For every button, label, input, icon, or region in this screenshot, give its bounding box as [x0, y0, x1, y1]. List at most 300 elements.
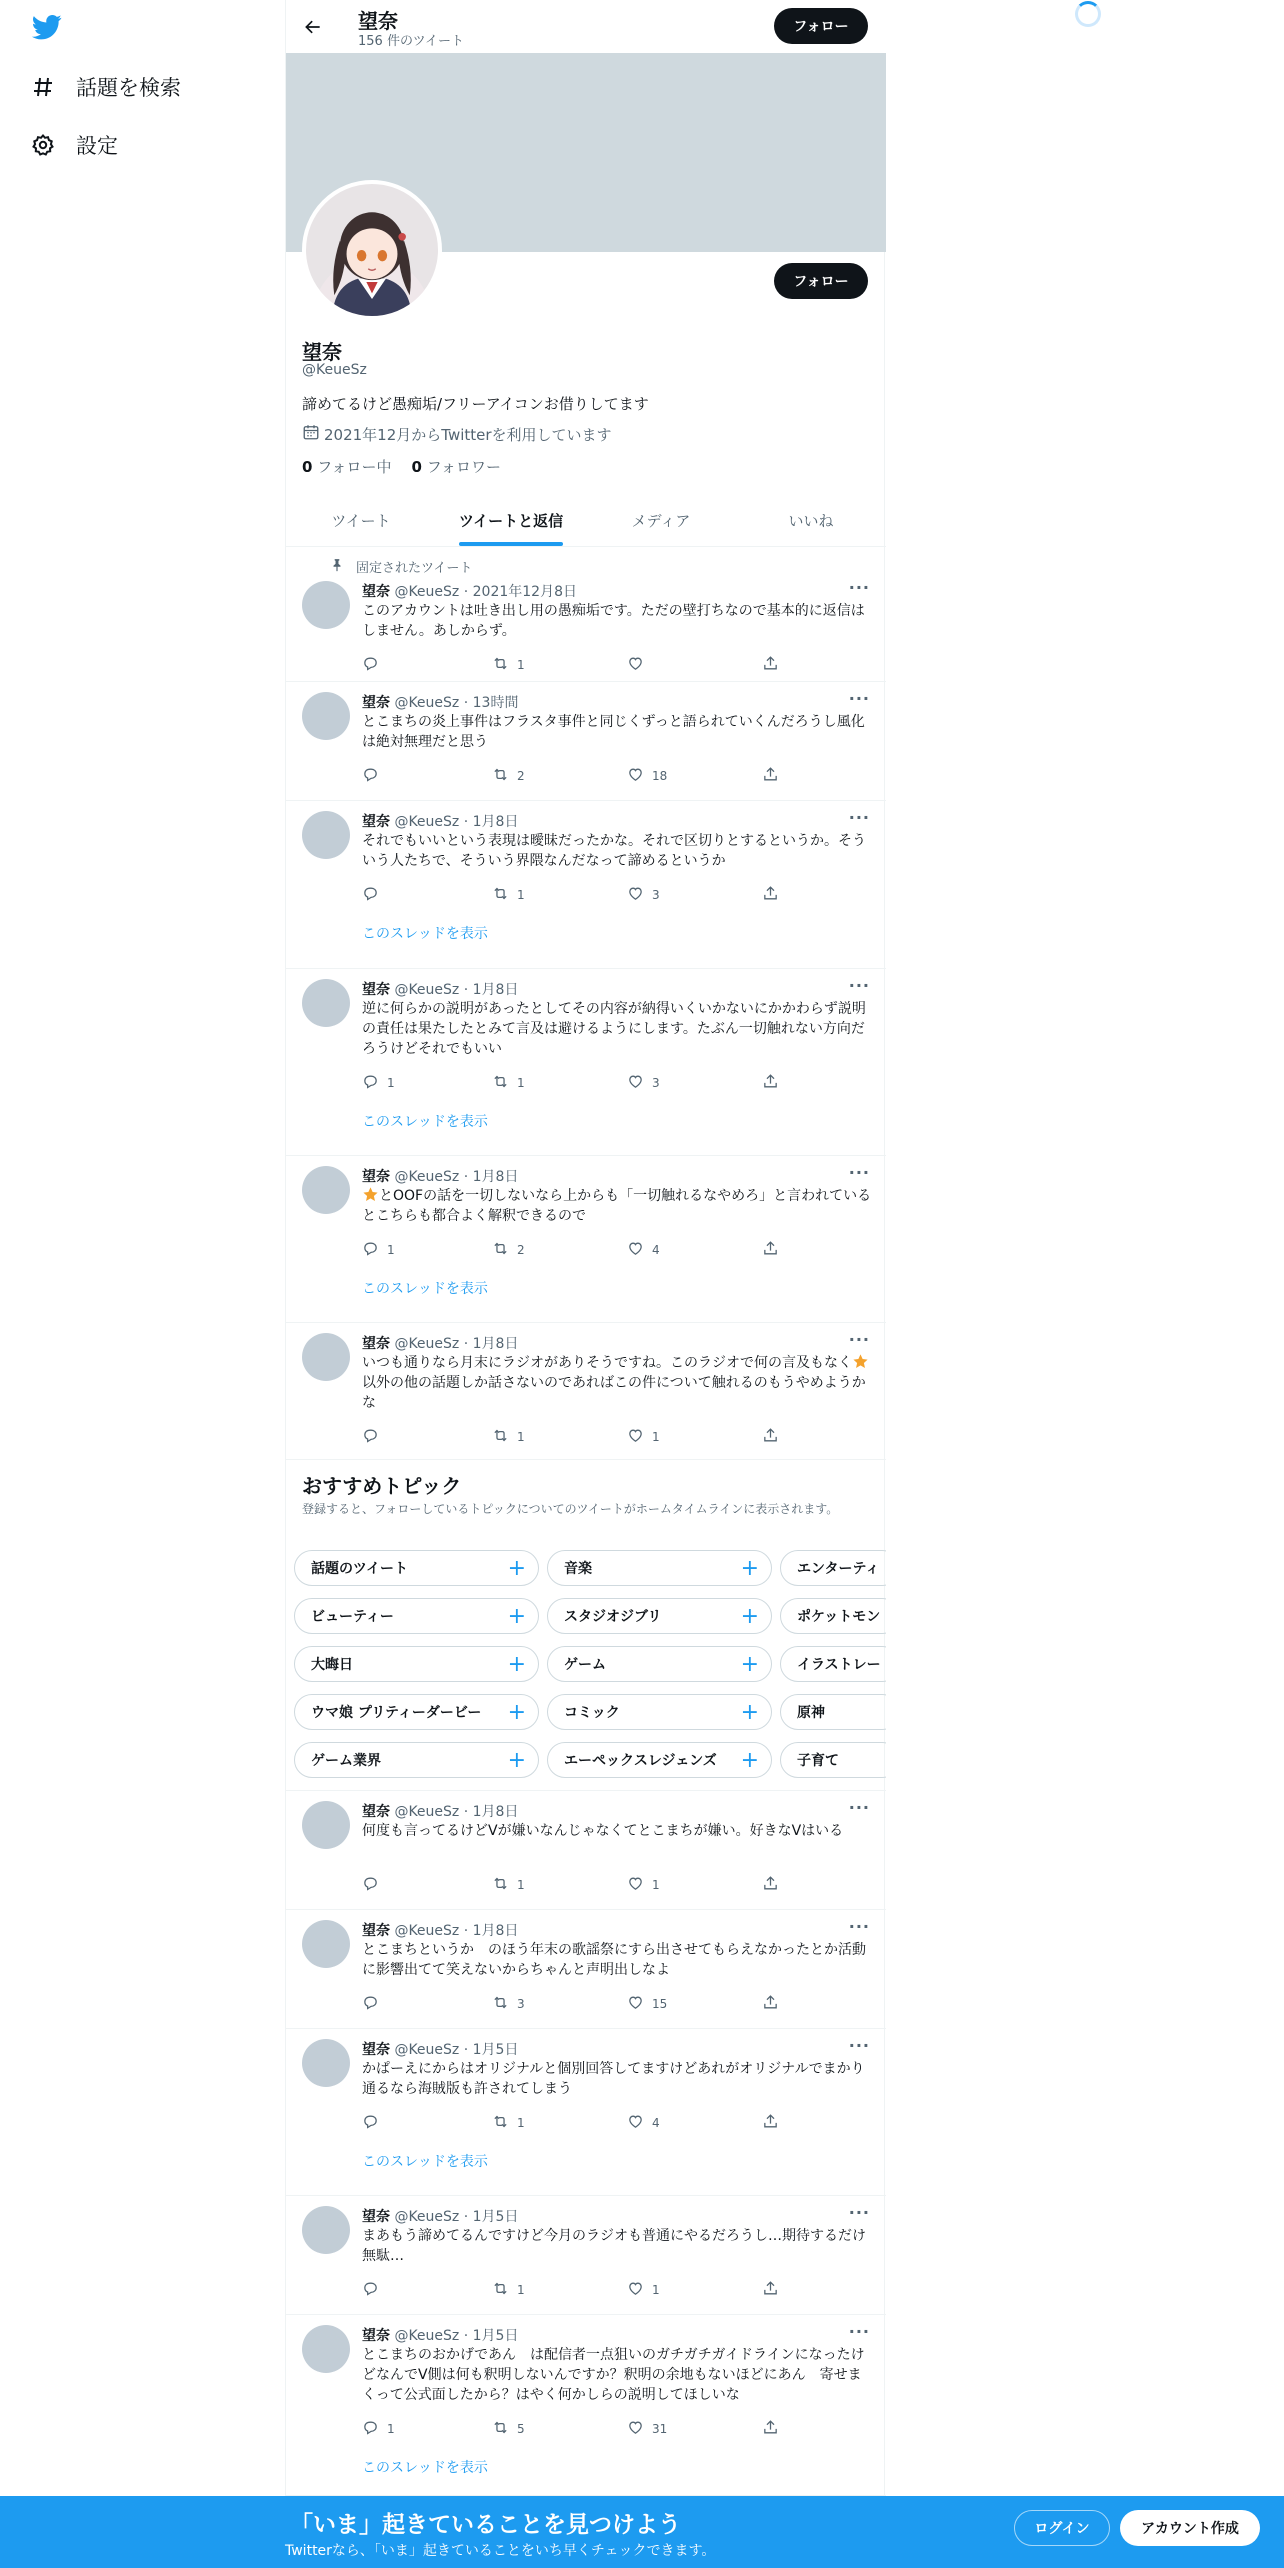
tweet-timestamp[interactable]: 1月5日 — [472, 2042, 519, 2058]
reply-button[interactable] — [362, 2419, 395, 2439]
reply-icon — [362, 2280, 379, 2300]
profile-joined-text: 2021年12月からTwitterを利用しています — [324, 425, 612, 444]
login-button[interactable]: ログイン — [1014, 2510, 1110, 2546]
tweet-text-content: 何度も言ってるけどVが嫌いなんじゃなくてとこまちが嫌い。好きなVはいる — [362, 1823, 844, 1839]
retweet-count: 1 — [517, 2283, 525, 2297]
tweet-text-content: かぱーえにからはオリジナルと個別回答してますけどあれがオリジナルでまかり通るなら海賊版も許されてしまう — [362, 2061, 865, 2097]
tweet-author-name[interactable]: 望奈 — [362, 982, 390, 998]
tweet-author-name[interactable]: 望奈 — [362, 2042, 390, 2058]
retweet-icon — [492, 2280, 509, 2300]
more-options-icon[interactable]: ··· — [848, 578, 870, 597]
followers-label: フォロワー — [426, 458, 501, 476]
share-icon — [762, 1240, 779, 1260]
tweet-actions — [362, 766, 802, 786]
reply-button[interactable] — [362, 2280, 387, 2300]
tweet-text-content: まあもう諦めてるんですけど今月のラジオも普通にやるだろうし…期待するだけ無駄… — [362, 2228, 866, 2264]
header-follow-button[interactable]: フォロー — [774, 8, 868, 44]
profile-follow-button[interactable]: フォロー — [774, 263, 868, 299]
plus-icon: + — [507, 1748, 526, 1773]
tweet-timestamp[interactable]: 1月8日 — [472, 1923, 519, 1939]
retweet-button[interactable] — [492, 766, 525, 786]
reply-button[interactable] — [362, 766, 387, 786]
tweet-header: 望奈 @KeueSz · 1月8日 — [362, 1336, 519, 1352]
tweet-avatar[interactable] — [302, 2039, 350, 2087]
reply-icon — [362, 1427, 379, 1447]
share-icon — [762, 885, 779, 905]
like-button[interactable] — [627, 2419, 667, 2439]
retweet-count: 1 — [517, 888, 525, 902]
like-count: 4 — [652, 2116, 660, 2130]
signup-banner-subtitle: Twitterなら、「いま」起きていることをいち早くチェックできます。 — [285, 2543, 716, 2559]
tweet-header: 望奈 @KeueSz · 13時間 — [362, 695, 519, 711]
tweet-actions — [362, 1240, 802, 1260]
share-icon — [762, 1875, 779, 1895]
like-button[interactable] — [627, 1427, 660, 1447]
tweet[interactable] — [286, 682, 886, 801]
reply-icon — [362, 1994, 379, 2014]
more-options-icon[interactable]: ··· — [848, 689, 870, 708]
tweet-text-content: このアカウントは吐き出し用の愚痴垢です。ただの壁打ちなので基本的に返信はしません。あしからず。 — [362, 603, 865, 639]
plus-icon: + — [740, 1556, 759, 1581]
tweet-avatar[interactable] — [302, 1801, 350, 1849]
tweet-text-part: 以外の他の話題しか話さないのであればこの件について触れるのもうやめようかな — [362, 1375, 866, 1411]
tweet-text-part: いつも通りなら月末にラジオがありそうですね。このラジオで何の言及もなく — [362, 1355, 852, 1371]
tab-likes[interactable]: いいね — [788, 511, 834, 530]
retweet-icon — [492, 2419, 509, 2439]
nav-settings[interactable] — [30, 121, 118, 169]
tab-media[interactable]: メディア — [631, 511, 691, 530]
tweet-actions — [362, 2280, 802, 2300]
header-name: 望奈 — [358, 9, 398, 33]
heart-icon — [627, 1073, 644, 1093]
heart-icon — [627, 2419, 644, 2439]
like-button[interactable] — [627, 1240, 660, 1260]
tweet-header: 望奈 @KeueSz · 1月8日 — [362, 814, 519, 830]
retweet-count: 1 — [517, 1076, 525, 1090]
retweet-count: 1 — [517, 1878, 525, 1892]
like-count: 3 — [652, 1076, 660, 1090]
profile-bio: 諦めてるけど愚痴垢/フリーアイコンお借りしてます — [302, 395, 649, 413]
reply-icon — [362, 1240, 379, 1260]
profile-joined — [302, 423, 612, 445]
retweet-icon — [492, 1427, 509, 1447]
tweet[interactable] — [286, 2196, 886, 2315]
topic-chip-label: ゲーム — [564, 1657, 606, 1673]
plus-icon: + — [740, 1604, 759, 1629]
topics-subtitle: 登録すると、フォローしているトピックについてのツイートがホームタイムラインに表示されます。 — [302, 1502, 839, 1516]
tweet-text — [362, 1940, 872, 1980]
topic-chip-label: 子育て — [797, 1753, 839, 1769]
tweet-author-handle: @KeueSz — [394, 1336, 460, 1352]
tweet-text-content: とこまちのおかげであん は配信者一点狙いのガチガチガイドラインになったけどなんでV側は何も釈明しないんですか？釈明の余地もないほどにあん 寄せまくって公式面したから？はやく何かしらの説明してほしいな — [362, 2347, 865, 2403]
like-count: 15 — [652, 1997, 668, 2011]
reply-icon — [362, 1073, 379, 1093]
reply-button[interactable] — [362, 1073, 395, 1093]
like-count: 31 — [652, 2422, 668, 2436]
retweet-count: 5 — [517, 2422, 525, 2436]
reply-icon — [362, 2113, 379, 2133]
profile-name: 望奈 — [302, 340, 342, 364]
retweet-button[interactable] — [492, 1994, 525, 2014]
tweet-text-content: それでもいいという表現は曖昧だったかな。それで区切りとするというか。そういう人たちで、そういう界隈なんだなって諦めるというか — [362, 833, 866, 869]
tweet-text — [362, 2226, 872, 2266]
tweet-actions — [362, 1994, 802, 2014]
pin-icon — [330, 558, 344, 576]
more-options-icon[interactable]: ··· — [848, 1330, 870, 1349]
like-button[interactable] — [627, 1073, 660, 1093]
share-icon — [762, 1427, 779, 1447]
calendar-icon — [302, 423, 320, 445]
like-button[interactable] — [627, 885, 660, 905]
tweet-timestamp[interactable]: 1月8日 — [472, 1804, 519, 1820]
plus-icon: + — [507, 1652, 526, 1677]
topic-chip[interactable] — [780, 1598, 886, 1634]
more-options-icon[interactable]: ··· — [848, 1917, 870, 1936]
tweet-timestamp[interactable]: 1月8日 — [472, 1336, 519, 1352]
tweet-author-name[interactable]: 望奈 — [362, 1804, 390, 1820]
tweet-text — [362, 2345, 872, 2405]
heart-icon — [627, 2113, 644, 2133]
topic-chip[interactable] — [780, 1646, 886, 1682]
profile-header-bar — [286, 0, 886, 53]
star-emoji-icon — [852, 1353, 869, 1370]
share-button[interactable] — [762, 766, 779, 786]
plus-icon: + — [740, 1652, 759, 1677]
share-button[interactable] — [762, 1073, 779, 1093]
share-icon — [762, 1073, 779, 1093]
tweet-author-name[interactable]: 望奈 — [362, 1336, 390, 1352]
heart-icon — [627, 885, 644, 905]
show-thread-link[interactable]: このスレッドを表示 — [362, 2460, 488, 2476]
show-thread-link[interactable]: このスレッドを表示 — [362, 1281, 488, 1297]
topic-chip[interactable] — [547, 1598, 772, 1634]
plus-icon: + — [740, 1748, 759, 1773]
reply-button[interactable] — [362, 2113, 387, 2133]
tweet-timestamp[interactable]: 1月5日 — [472, 2209, 519, 2225]
topic-chip-label: イラストレー — [797, 1657, 881, 1673]
like-count: 4 — [652, 1243, 660, 1257]
arrow-left-icon — [303, 17, 323, 37]
following-link[interactable] — [302, 456, 391, 477]
left-navigation — [0, 0, 285, 2568]
tweet-avatar[interactable] — [302, 1166, 350, 1214]
heart-icon — [627, 1427, 644, 1447]
gear-icon — [30, 132, 56, 158]
signup-banner-title: 「いま」起きていることを見つけよう — [290, 2512, 681, 2538]
share-button[interactable] — [762, 2113, 779, 2133]
tweet-header: 望奈 @KeueSz · 1月8日 — [362, 1169, 519, 1185]
following-count: 0 — [302, 458, 313, 476]
tweet-text-content: とOOFの話を一切しないなら上からも「一切触れるなやめろ」と言われているとこちらも都合よく解釈できるので — [362, 1188, 872, 1224]
nav-explore[interactable] — [30, 63, 181, 111]
profile-column — [285, 0, 885, 2568]
retweet-icon — [492, 2113, 509, 2133]
retweet-button[interactable] — [492, 655, 525, 675]
reply-button[interactable] — [362, 1427, 387, 1447]
star-emoji-icon — [362, 1186, 379, 1203]
more-options-icon[interactable]: ··· — [848, 2322, 870, 2341]
tweet-author-handle: @KeueSz — [394, 2209, 460, 2225]
tweet-text-content: とこまちというか のほう年末の歌謡祭にすら出させてもらえなかったとか活動に影響出てて笑えないからちゃんと声明出しなよ — [362, 1942, 866, 1978]
topic-chip-label: ビューティー — [311, 1609, 394, 1625]
tweet-author-name[interactable]: 望奈 — [362, 584, 390, 600]
retweet-icon — [492, 655, 509, 675]
topic-chip[interactable] — [547, 1694, 772, 1730]
like-button[interactable] — [627, 766, 667, 786]
tweet-author-name[interactable]: 望奈 — [362, 1169, 390, 1185]
tweet-text — [362, 1353, 872, 1413]
like-button[interactable] — [627, 655, 652, 675]
more-options-icon[interactable]: ··· — [848, 1798, 870, 1817]
share-icon — [762, 655, 779, 675]
tweet[interactable] — [286, 549, 886, 682]
signup-banner — [0, 2496, 1284, 2568]
tweet-header: 望奈 @KeueSz · 1月8日 — [362, 982, 519, 998]
plus-icon: + — [740, 1700, 759, 1725]
retweet-count: 1 — [517, 1430, 525, 1444]
retweet-button[interactable] — [492, 885, 525, 905]
topic-chip-label: スタジオジブリ — [564, 1609, 662, 1625]
retweet-button[interactable] — [492, 2280, 525, 2300]
tweet-text — [362, 712, 872, 752]
topic-chip[interactable] — [547, 1646, 772, 1682]
retweet-icon — [492, 885, 509, 905]
tweet-avatar[interactable] — [302, 811, 350, 859]
tweet-text — [362, 831, 872, 871]
tweet-author-handle: @KeueSz — [394, 1923, 460, 1939]
share-icon — [762, 1994, 779, 2014]
reply-icon — [362, 1875, 379, 1895]
share-button[interactable] — [762, 655, 779, 675]
more-options-icon[interactable]: ··· — [848, 2203, 870, 2222]
tweet[interactable] — [286, 801, 886, 969]
share-button[interactable] — [762, 1240, 779, 1260]
share-button[interactable] — [762, 1875, 779, 1895]
like-count: 3 — [652, 888, 660, 902]
plus-icon: + — [507, 1700, 526, 1725]
tweet[interactable] — [286, 1791, 886, 1910]
tweet-actions — [362, 2419, 802, 2439]
tweet-avatar[interactable] — [302, 2206, 350, 2254]
signup-button[interactable]: アカウント作成 — [1120, 2510, 1260, 2546]
topic-chip-label: エンターティ — [797, 1561, 880, 1577]
share-icon — [762, 2419, 779, 2439]
retweet-icon — [492, 1240, 509, 1260]
profile-tabs — [286, 494, 886, 547]
more-options-icon[interactable]: ··· — [848, 1163, 870, 1182]
tweet-timestamp[interactable]: 1月8日 — [472, 1169, 519, 1185]
tweet-header: 望奈 @KeueSz · 1月8日 — [362, 1923, 519, 1939]
tweet-text-content: 逆に何らかの説明があったとしてその内容が納得いくいかないにかかわらず説明の責任は果たしたとみて言及は避けるようにします。たぶん一切触れない方向だろうけどそれでもいい — [362, 1001, 866, 1057]
topic-chip-label: コミック — [564, 1705, 620, 1721]
more-options-icon[interactable]: ··· — [848, 808, 870, 827]
like-count: 18 — [652, 769, 668, 783]
tweet-author-name[interactable]: 望奈 — [362, 695, 390, 711]
followers-count: 0 — [411, 458, 422, 476]
topic-chip-label: 大晦日 — [311, 1657, 353, 1673]
tweet-actions — [362, 2113, 802, 2133]
retweet-icon — [492, 1994, 509, 2014]
reply-icon — [362, 885, 379, 905]
show-thread-link[interactable]: このスレッドを表示 — [362, 926, 488, 942]
tweet[interactable] — [286, 1323, 886, 1460]
heart-icon — [627, 655, 644, 675]
topic-chip[interactable] — [294, 1598, 539, 1634]
tweet-text-content: とこまちの炎上事件はフラスタ事件と同じくずっと語られていくんだろうし風化は絶対無理だと思う — [362, 714, 865, 750]
retweet-icon — [492, 766, 509, 786]
share-button[interactable] — [762, 1994, 779, 2014]
retweet-count: 1 — [517, 2116, 525, 2130]
share-button[interactable] — [762, 2280, 779, 2300]
like-button[interactable] — [627, 1994, 667, 2014]
profile-avatar[interactable] — [302, 180, 442, 320]
topic-chip[interactable] — [780, 1550, 886, 1586]
topic-chip[interactable] — [547, 1742, 772, 1778]
tweet-header: 望奈 @KeueSz · 1月5日 — [362, 2328, 519, 2344]
retweet-button[interactable] — [492, 2419, 525, 2439]
topic-chip[interactable] — [294, 1646, 539, 1682]
profile-follow-stats — [302, 456, 501, 477]
topic-chip[interactable] — [294, 1550, 539, 1586]
tweet-actions — [362, 1073, 802, 1093]
like-count: 1 — [652, 1878, 660, 1892]
share-button[interactable] — [762, 2419, 779, 2439]
like-button[interactable] — [627, 2113, 660, 2133]
heart-icon — [627, 2280, 644, 2300]
tweet-timestamp[interactable]: 13時間 — [472, 695, 519, 711]
like-button[interactable] — [627, 1875, 660, 1895]
retweet-icon — [492, 1073, 509, 1093]
tweet-avatar[interactable] — [302, 692, 350, 740]
tweet-text — [362, 601, 872, 641]
topics-title: おすすめトピック — [302, 1474, 462, 1498]
tweet-text — [362, 999, 872, 1059]
topic-chip-label: ポケットモン — [797, 1609, 881, 1625]
reply-icon — [362, 655, 379, 675]
tweet-avatar[interactable] — [302, 2325, 350, 2373]
topic-chip[interactable] — [780, 1742, 886, 1778]
profile-handle: @KeueSz — [302, 362, 367, 378]
like-button[interactable] — [627, 2280, 660, 2300]
reply-button[interactable] — [362, 655, 387, 675]
tweet-text — [362, 1821, 872, 1841]
reply-button[interactable] — [362, 1994, 387, 2014]
tab-tweets-and-replies[interactable]: ツイートと返信 — [436, 494, 586, 546]
tweet-timestamp[interactable]: 1月5日 — [472, 2328, 519, 2344]
retweet-icon — [492, 1875, 509, 1895]
retweet-button[interactable] — [492, 2113, 525, 2133]
topic-chip[interactable] — [547, 1550, 772, 1586]
loading-spinner-icon — [1075, 1, 1101, 27]
tweet-author-handle: @KeueSz — [394, 584, 460, 600]
like-count: 1 — [652, 1430, 660, 1444]
tweet[interactable] — [286, 969, 886, 1156]
share-button[interactable] — [762, 1427, 779, 1447]
tweet-author-handle: @KeueSz — [394, 1804, 460, 1820]
retweet-count: 2 — [517, 1243, 525, 1257]
share-icon — [762, 2113, 779, 2133]
tweet-actions — [362, 1427, 802, 1447]
header-tweet-count: 156 件のツイート — [358, 34, 465, 49]
tweet-actions — [362, 1875, 802, 1895]
retweet-count: 2 — [517, 769, 525, 783]
nav-settings-label: 設定 — [76, 134, 118, 158]
back-button[interactable] — [298, 12, 328, 42]
tweet[interactable] — [286, 2315, 886, 2496]
tweet-text — [362, 1186, 872, 1226]
tweet[interactable] — [286, 1156, 886, 1323]
retweet-button[interactable] — [492, 1073, 525, 1093]
share-icon — [762, 2280, 779, 2300]
tweet-header: 望奈 @KeueSz · 1月5日 — [362, 2209, 519, 2225]
show-thread-link[interactable]: このスレッドを表示 — [362, 1114, 488, 1130]
tweet-timestamp[interactable]: 1月8日 — [472, 814, 519, 830]
share-button[interactable] — [762, 885, 779, 905]
show-thread-link[interactable]: このスレッドを表示 — [362, 2154, 488, 2170]
reply-button[interactable] — [362, 1240, 395, 1260]
followers-link[interactable] — [411, 456, 500, 477]
reply-count: 1 — [387, 2422, 395, 2436]
tweet-avatar[interactable] — [302, 1920, 350, 1968]
topic-chip[interactable] — [780, 1694, 886, 1730]
tweet[interactable] — [286, 1910, 886, 2029]
tweet-author-handle: @KeueSz — [394, 2328, 460, 2344]
topic-chip-label: エーペックスレジェンズ — [564, 1753, 717, 1769]
tweet-avatar[interactable] — [302, 1333, 350, 1381]
hashtag-icon — [30, 74, 56, 100]
reply-count: 1 — [387, 1076, 395, 1090]
tweet-author-handle: @KeueSz — [394, 982, 460, 998]
tweet-author-handle: @KeueSz — [394, 814, 460, 830]
topic-chip-label: ゲーム業界 — [311, 1753, 381, 1769]
more-options-icon[interactable]: ··· — [848, 2036, 870, 2055]
twitter-logo-icon[interactable] — [30, 12, 66, 44]
tweet-author-name[interactable]: 望奈 — [362, 1923, 390, 1939]
tweet-author-handle: @KeueSz — [394, 1169, 460, 1185]
topic-chip-label: 話題のツイート — [311, 1561, 409, 1577]
more-options-icon[interactable]: ··· — [848, 976, 870, 995]
topic-chip-label: 音楽 — [564, 1561, 592, 1577]
tweet-header: 望奈 @KeueSz · 1月5日 — [362, 2042, 519, 2058]
tweet-text — [362, 2059, 872, 2099]
tab-tweets[interactable]: ツイート — [331, 511, 391, 530]
tweet-timestamp[interactable]: 2021年12月8日 — [472, 584, 577, 600]
recommended-topics — [286, 1460, 886, 1791]
retweet-button[interactable] — [492, 1875, 525, 1895]
tweet-avatar[interactable] — [302, 581, 350, 629]
like-count: 1 — [652, 2283, 660, 2297]
reply-count: 1 — [387, 1243, 395, 1257]
reply-icon — [362, 766, 379, 786]
topic-chip[interactable] — [294, 1742, 539, 1778]
tweet-author-name[interactable]: 望奈 — [362, 2328, 390, 2344]
tweet-actions — [362, 655, 802, 675]
tweet-timestamp[interactable]: 1月8日 — [472, 982, 519, 998]
retweet-button[interactable] — [492, 1240, 525, 1260]
tweet-avatar[interactable] — [302, 979, 350, 1027]
topic-chip[interactable] — [294, 1694, 539, 1730]
topic-chip-label: ウマ娘 プリティーダービー — [311, 1705, 482, 1721]
reply-button[interactable] — [362, 885, 387, 905]
tweet-author-name[interactable]: 望奈 — [362, 814, 390, 830]
reply-button[interactable] — [362, 1875, 387, 1895]
tweet-author-handle: @KeueSz — [394, 2042, 460, 2058]
share-icon — [762, 766, 779, 786]
heart-icon — [627, 1994, 644, 2014]
tweet[interactable] — [286, 2029, 886, 2196]
tweet-author-name[interactable]: 望奈 — [362, 2209, 390, 2225]
retweet-button[interactable] — [492, 1427, 525, 1447]
